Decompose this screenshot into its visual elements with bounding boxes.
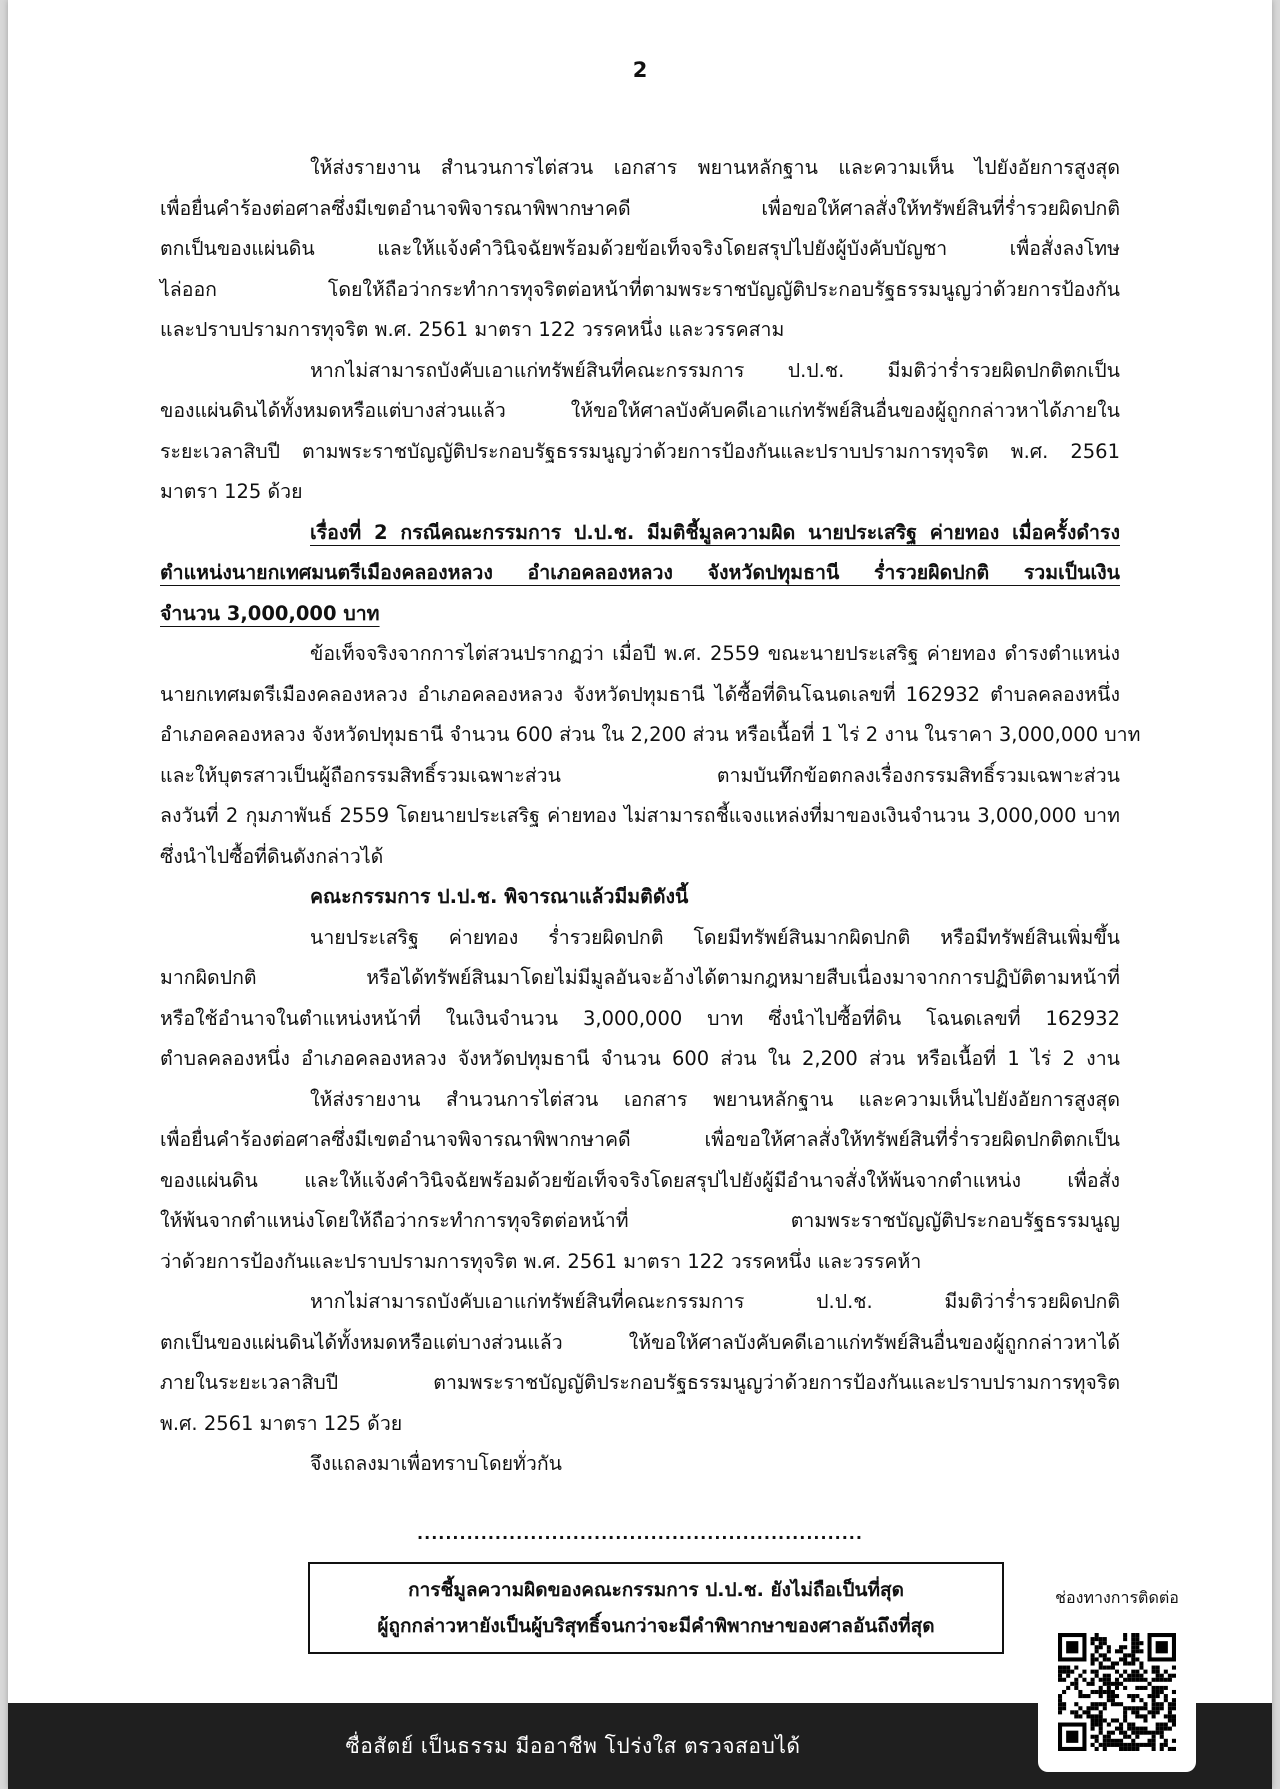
text-line: ตกเป็นของแผ่นดินได้ทั้งหมดหรือแต่บางส่วนแล้ว ให้ขอให้ศาลบังคับคดีเอาแก่ทรัพย์สินอื่นของผู้ถูกกล่าวหาได้ bbox=[160, 1330, 1120, 1354]
report-paragraph-2 bbox=[160, 1080, 1120, 1283]
text-line: หากไม่สามารถบังคับเอาแก่ทรัพย์สินที่คณะกรรมการ ป.ป.ช. มีมติว่าร่ำรวยผิดปกติ bbox=[310, 1290, 1120, 1313]
text-line: เพื่อยื่นคำร้องต่อศาลซึ่งมีเขตอำนาจพิจารณาพิพากษาคดี เพื่อขอให้ศาลสั่งให้ทรัพย์สินที่ร่ำรวยผิดปกติตกเป็น bbox=[160, 1128, 1120, 1151]
resolution-paragraph bbox=[160, 918, 1120, 1080]
qr-code-icon[interactable] bbox=[1058, 1633, 1176, 1751]
resolution-heading bbox=[160, 877, 1120, 918]
text-line: ให้ส่งรายงาน สำนวนการไต่สวน เอกสาร พยานหลักฐาน และความเห็นไปยังอัยการสูงสุด bbox=[310, 1087, 1120, 1111]
page-number: 2 bbox=[632, 58, 648, 82]
separator-dots: ............................................................... bbox=[417, 1524, 863, 1543]
closing-line: จึงแถลงมาเพื่อทราบโดยทั่วกัน bbox=[310, 1452, 562, 1475]
text-line: ไล่ออก โดยให้ถือว่ากระทำการทุจริตต่อหน้าที่ตามพระราชบัญญัติประกอบรัฐธรรมนูญว่าด้วยการป้องกัน bbox=[160, 277, 1120, 301]
text-line: ของแผ่นดิน และให้แจ้งคำวินิจฉัยพร้อมด้วยข้อเท็จจริงโดยสรุปไปยังผู้มีอำนาจสั่งให้พ้นจากตำแหน่ง เพื่อสั่ง bbox=[160, 1168, 1120, 1192]
document-body bbox=[160, 148, 1141, 1485]
report-paragraph-1 bbox=[160, 148, 1120, 351]
text-line: หากไม่สามารถบังคับเอาแก่ทรัพย์สินที่คณะกรรมการ ป.ป.ช. มีมติว่าร่ำรวยผิดปกติตกเป็น bbox=[310, 358, 1120, 382]
text-line: ตกเป็นของแผ่นดิน และให้แจ้งคำวินิจฉัยพร้อมด้วยข้อเท็จจริงโดยสรุปไปยังผู้บังคับบัญชา เพื่อสั่งลงโทษ bbox=[160, 237, 1120, 260]
text-line: และปราบปรามการทุจริต พ.ศ. 2561 มาตรา 122 วรรคหนึ่ง และวรรคสาม bbox=[160, 318, 785, 341]
facts-paragraph bbox=[160, 634, 1141, 877]
document-page bbox=[8, 0, 1272, 1789]
text-line: หรือใช้อำนาจในตำแหน่งหน้าที่ ในเงินจำนวน 3,000,000 บาท ซึ่งนำไปซื้อที่ดิน โฉนดเลขที่ 162932 bbox=[160, 1006, 1120, 1030]
text-line: นายกเทศมตรีเมืองคลองหลวง อำเภอคลองหลวง จังหวัดปทุมธานี ได้ซื้อที่ดินโฉนดเลขที่ 162932 ตำบลคลองหนึ่ง bbox=[160, 682, 1120, 706]
text-line: ภายในระยะเวลาสิบปี ตามพระราชบัญญัติประกอบรัฐธรรมนูญว่าด้วยการป้องกันและปราบปรามการทุจริต bbox=[160, 1371, 1120, 1394]
text-line: เพื่อยื่นคำร้องต่อศาลซึ่งมีเขตอำนาจพิจารณาพิพากษาคดี เพื่อขอให้ศาลสั่งให้ทรัพย์สินที่ร่ำรวยผิดปกติ bbox=[160, 196, 1120, 220]
resolution-heading-text: คณะกรรมการ ป.ป.ช. พิจารณาแล้วมีมติดังนี้ bbox=[310, 885, 689, 908]
qr-code-card[interactable] bbox=[1038, 1612, 1196, 1772]
footer-slogan: ซื่อสัตย์ เป็นธรรม มีออาชีพ โปร่งใส ตรวจสอบได้ bbox=[345, 1733, 801, 1758]
disclaimer-line-1: การชี้มูลความผิดของคณะกรรมการ ป.ป.ช. ยังไม่ถือเป็นที่สุด bbox=[408, 1579, 904, 1601]
disclaimer-line-2: ผู้ถูกกล่าวหายังเป็นผู้บริสุทธิ์จนกว่าจะมีคำพิพากษาของศาลอันถึงที่สุด bbox=[377, 1615, 935, 1637]
enforcement-paragraph-2 bbox=[160, 1282, 1120, 1444]
text-line: ให้ส่งรายงาน สำนวนการไต่สวน เอกสาร พยานหลักฐาน และความเห็น ไปยังอัยการสูงสุด bbox=[310, 156, 1120, 179]
heading-line: จำนวน 3,000,000 บาท bbox=[160, 601, 380, 625]
text-line: ระยะเวลาสิบปี ตามพระราชบัญญัติประกอบรัฐธรรมนูญว่าด้วยการป้องกันและปราบปรามการทุจริต พ.ศ. 2561 bbox=[160, 439, 1120, 463]
text-line: มาตรา 125 ด้วย bbox=[160, 480, 303, 503]
text-line: ข้อเท็จจริงจากการไต่สวนปรากฏว่า เมื่อปี พ.ศ. 2559 ขณะนายประเสริฐ ค่ายทอง ดำรงตำแหน่ง bbox=[310, 642, 1120, 665]
text-line: นายประเสริฐ ค่ายทอง ร่ำรวยผิดปกติ โดยมีทรัพย์สินมากผิดปกติ หรือมีทรัพย์สินเพิ่มขึ้น bbox=[310, 925, 1120, 949]
contact-label: ช่องทางการติดต่อ bbox=[1055, 1588, 1179, 1607]
text-line: พ.ศ. 2561 มาตรา 125 ด้วย bbox=[160, 1411, 403, 1435]
closing-paragraph bbox=[160, 1444, 1120, 1485]
text-line: และให้บุตรสาวเป็นผู้ถือกรรมสิทธิ์รวมเฉพาะส่วน ตามบันทึกข้อตกลงเรื่องกรรมสิทธิ์รวมเฉพาะส่วน bbox=[160, 763, 1120, 787]
text-line: ตำบลคลองหนึ่ง อำเภอคลองหลวง จังหวัดปทุมธานี จำนวน 600 ส่วน ใน 2,200 ส่วน หรือเนื้อที่ 1 ไร่ 2 งาน bbox=[160, 1047, 1120, 1070]
text-line: อำเภอคลองหลวง จังหวัดปทุมธานี จำนวน 600 ส่วน ใน 2,200 ส่วน หรือเนื้อที่ 1 ไร่ 2 งาน ในราคา 3,000,000 บาท bbox=[160, 723, 1141, 746]
text-line: ของแผ่นดินได้ทั้งหมดหรือแต่บางส่วนแล้ว ให้ขอให้ศาลบังคับคดีเอาแก่ทรัพย์สินอื่นของผู้ถูกกล่าวหาได้ภายใน bbox=[160, 399, 1120, 422]
text-line: มากผิดปกติ หรือได้ทรัพย์สินมาโดยไม่มีมูลอันจะอ้างได้ตามกฎหมายสืบเนื่องมาจากการปฏิบัติตามหน้าที่ bbox=[160, 966, 1120, 989]
heading-line: ตำแหน่งนายกเทศมนตรีเมืองคลองหลวง อำเภอคลองหลวง จังหวัดปทุมธานี ร่ำรวยผิดปกติ รวมเป็นเงิน bbox=[160, 561, 1120, 584]
disclaimer-box bbox=[308, 1562, 1004, 1654]
text-line: ให้พ้นจากตำแหน่งโดยให้ถือว่ากระทำการทุจริตต่อหน้าที่ ตามพระราชบัญญัติประกอบรัฐธรรมนูญ bbox=[160, 1209, 1120, 1232]
enforcement-paragraph-1 bbox=[160, 351, 1120, 513]
text-line: ลงวันที่ 2 กุมภาพันธ์ 2559 โดยนายประเสริฐ ค่ายทอง ไม่สามารถชี้แจงแหล่งที่มาของเงินจำนวน 3,000,000 บาท bbox=[160, 804, 1120, 827]
case-2-heading bbox=[160, 513, 1120, 635]
heading-line: เรื่องที่ 2 กรณีคณะกรรมการ ป.ป.ช. มีมติชี้มูลความผิด นายประเสริฐ ค่ายทอง เมื่อครั้งดำรง bbox=[310, 520, 1120, 544]
text-line: ซึ่งนำไปซื้อที่ดินดังกล่าวได้ bbox=[160, 844, 384, 868]
text-line: ว่าด้วยการป้องกันและปราบปรามการทุจริต พ.ศ. 2561 มาตรา 122 วรรคหนึ่ง และวรรคห้า bbox=[160, 1249, 922, 1273]
